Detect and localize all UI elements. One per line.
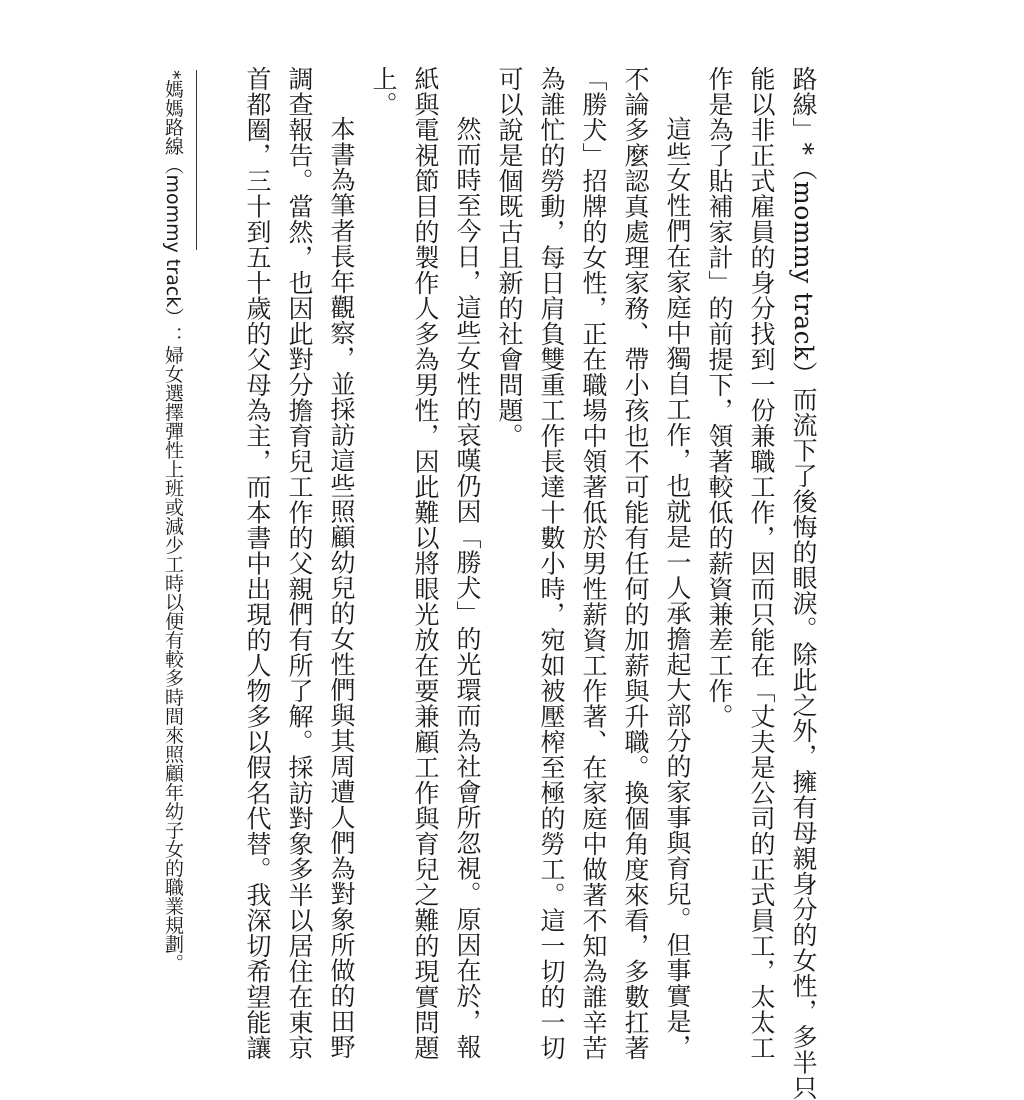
- text-line: 路線」*（mommy track）而流下了後悔的眼淚。除此之外，擁有母親身分的女性，多半只: [789, 66, 818, 1100]
- text-line: 調查報告。當然，也因此對分擔育兒工作的父親們有所了解。採訪對象多半以居住在東京: [285, 66, 314, 1061]
- text-line: 首都圈，三十到五十歲的父母為主，而本書中出現的人物多以假名代替。我深切希望能讓: [243, 66, 272, 1061]
- footnote: *媽媽路線（mommy track）：婦女選擇彈性上班或減少工時以便有較多時間來照顧年幼子女的職業規劃。: [162, 70, 184, 973]
- text-line: 「勝犬」招牌的女性，正在職場中領著低於男性薪資工作著、在家庭中做著不知為誰辛苦: [579, 66, 608, 1061]
- text-line: 本書為筆者長年觀察，並採訪這些照顧幼兒的女性們與其周遭人們為對象所做的田野: [327, 116, 356, 1060]
- text-line: 可以說是個既古且新的社會問題。: [495, 66, 524, 449]
- text-line: 為誰忙的勞動，每日肩負雙重工作長達十數小時，宛如被壓榨至極的勞工。這一切的一切: [537, 66, 566, 1061]
- text-line: 能以非正式雇員的身分找到一份兼職工作，因而只能在「丈夫是公司的正式員工，太太工: [747, 66, 776, 1061]
- text-line: 不論多麼認真處理家務、帶小孩也不可能有任何的加薪與升職。換個角度來看，多數扛著: [621, 66, 650, 1061]
- text-line: 然而時至今日，這些女性的哀嘆仍因「勝犬」的光環而為社會所忽視。原因在於，報: [453, 116, 482, 1060]
- body-text: [236, 66, 824, 1100]
- text-line: 作是為了貼補家計」的前提下，領著較低的薪資兼差工作。: [705, 66, 734, 729]
- text-line: 這些女性們在家庭中獨自工作，也就是一人承擔起大部分的家事與育兒。但事實是，: [663, 116, 692, 1060]
- text-line: 紙與電視節目的製作人多為男性，因此難以將眼光放在要兼顧工作與育兒之難的現實問題: [411, 66, 440, 1061]
- text-line: 上。: [369, 66, 398, 117]
- footnote-divider: [196, 70, 197, 250]
